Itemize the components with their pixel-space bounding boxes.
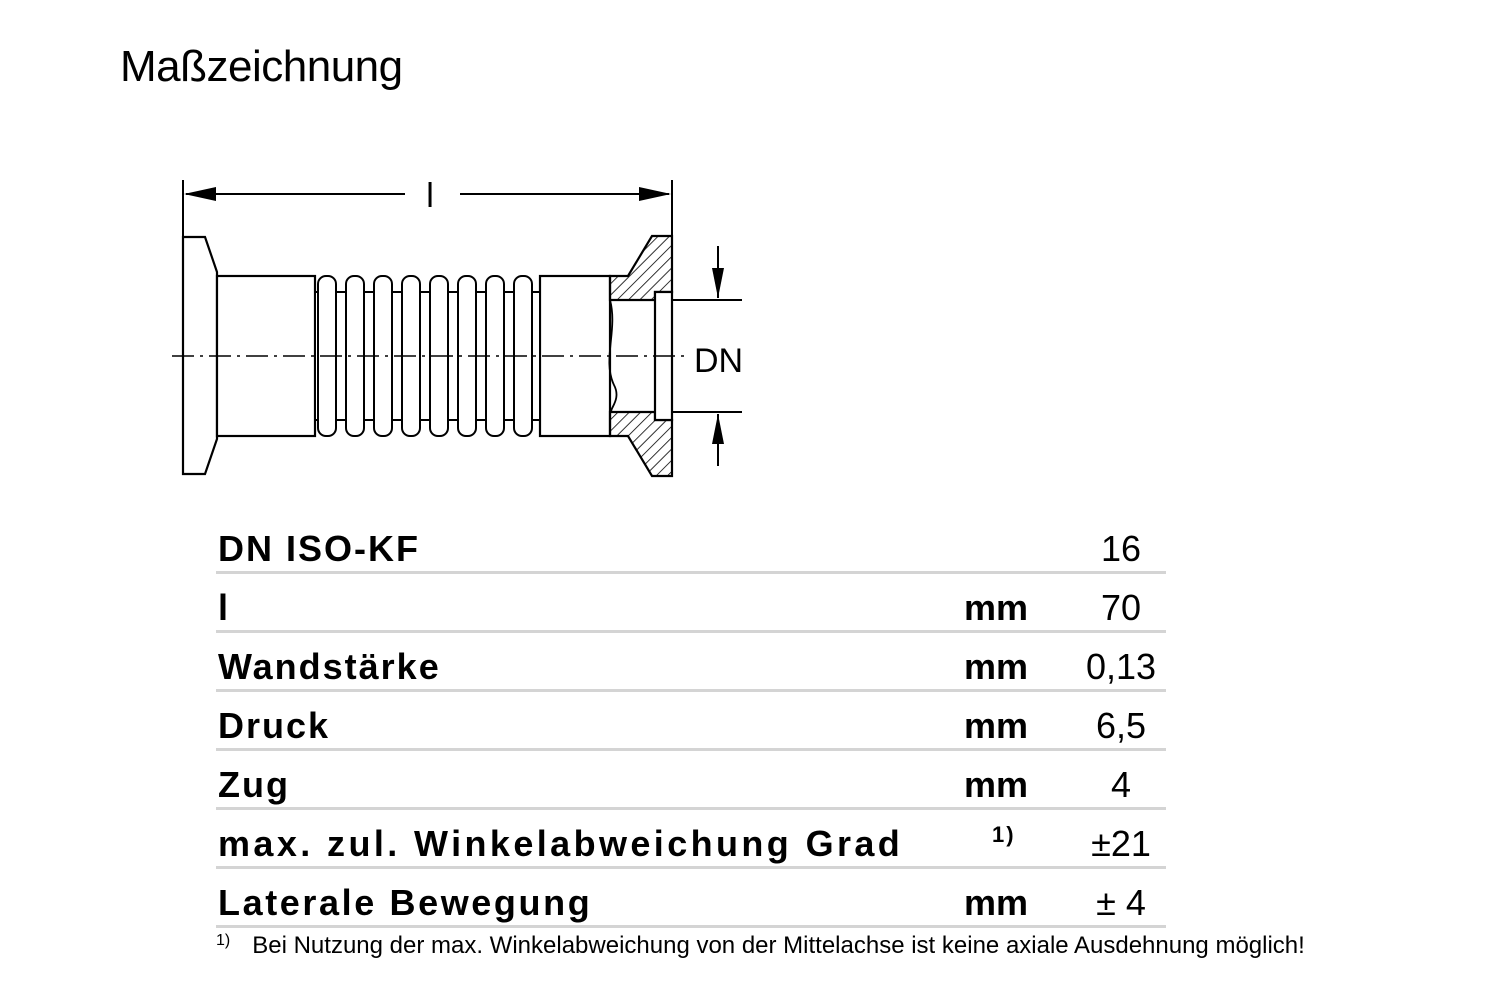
row-value: ±21 bbox=[1091, 823, 1151, 864]
table-row bbox=[216, 574, 1166, 633]
row-value: 4 bbox=[1110, 764, 1132, 805]
footnote bbox=[216, 932, 1305, 960]
row-label: l bbox=[218, 587, 231, 628]
row-label: Druck bbox=[218, 705, 331, 746]
footnote-text: Bei Nutzung der max. Winkelabweichung von der Mittelachse ist keine axiale Ausdehnung möglich! bbox=[252, 932, 1305, 959]
table-row bbox=[216, 751, 1166, 810]
row-unit: mm bbox=[964, 764, 1029, 805]
row-superscript: 1) bbox=[992, 822, 1016, 847]
row-value: 0,13 bbox=[1085, 646, 1157, 687]
row-label: Laterale Bewegung bbox=[218, 882, 593, 923]
table-row bbox=[216, 810, 1166, 869]
row-unit: mm bbox=[964, 705, 1029, 746]
row-unit: mm bbox=[964, 587, 1029, 628]
row-value: 6,5 bbox=[1095, 705, 1147, 746]
table-row bbox=[216, 692, 1166, 751]
footnote-mark: 1) bbox=[216, 932, 231, 949]
row-value: 16 bbox=[1100, 528, 1142, 569]
row-label: Wandstärke bbox=[218, 646, 441, 687]
row-value: ± 4 bbox=[1096, 882, 1146, 923]
row-unit: mm bbox=[964, 882, 1029, 923]
row-value: 70 bbox=[1100, 587, 1142, 628]
spec-table bbox=[216, 515, 1166, 928]
row-label: max. zul. Winkelabweichung Grad bbox=[218, 823, 904, 864]
dn-label: DN bbox=[694, 342, 744, 380]
table-row bbox=[216, 633, 1166, 692]
length-label: l bbox=[426, 177, 434, 215]
page-title: Maßzeichnung bbox=[120, 42, 403, 91]
row-label: Zug bbox=[218, 764, 290, 805]
row-unit: mm bbox=[964, 646, 1029, 687]
row-label: DN ISO-KF bbox=[218, 528, 420, 569]
table-row bbox=[216, 869, 1166, 928]
table-row bbox=[216, 515, 1166, 574]
